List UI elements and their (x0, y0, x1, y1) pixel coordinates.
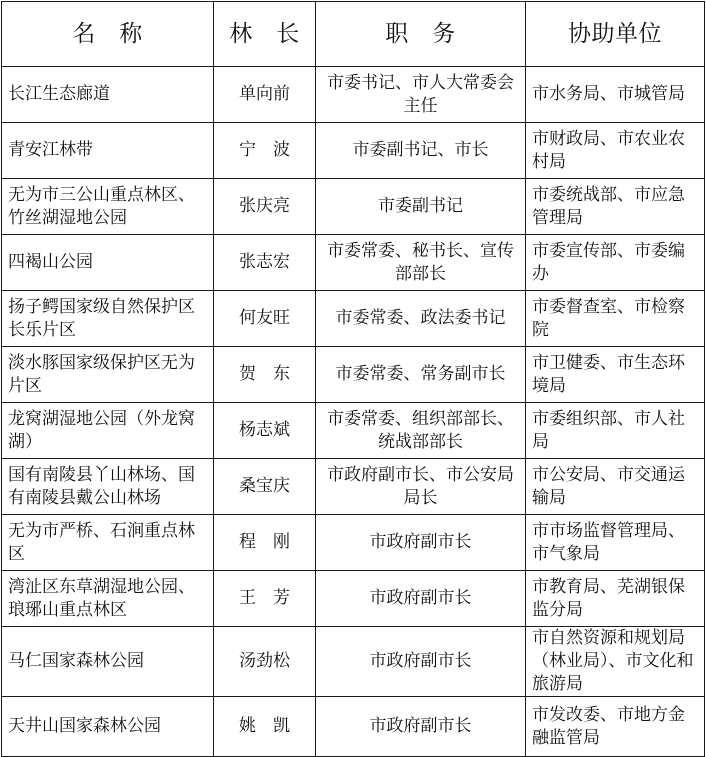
header-chief: 林 长 (214, 2, 316, 67)
cell-name: 马仁国家森林公园 (2, 627, 214, 697)
cell-name: 天井山国家森林公园 (2, 697, 214, 757)
table-row (2, 123, 705, 179)
header-assist: 协助单位 (526, 2, 705, 67)
cell-chief: 宁 波 (214, 123, 316, 179)
cell-assist: 市自然资源和规划局（林业局）、市文化和旅游局 (526, 627, 705, 697)
cell-chief: 汤劲松 (214, 627, 316, 697)
cell-duty: 市委副书记 (316, 179, 526, 235)
table-row (2, 291, 705, 347)
table-row (2, 459, 705, 515)
cell-assist: 市委统战部、市应急管理局 (526, 179, 705, 235)
cell-assist: 市委督查室、市检察院 (526, 291, 705, 347)
forest-chief-table (1, 1, 705, 757)
cell-duty: 市政府副市长、市公安局局长 (316, 459, 526, 515)
cell-duty: 市委常委、常务副市长 (316, 347, 526, 403)
cell-duty: 市委常委、秘书长、宣传部部长 (316, 235, 526, 291)
cell-assist: 市委组织部、市人社局 (526, 403, 705, 459)
cell-duty: 市政府副市长 (316, 627, 526, 697)
cell-assist: 市委宣传部、市委编办 (526, 235, 705, 291)
table-row (2, 515, 705, 571)
cell-assist: 市水务局、市城管局 (526, 67, 705, 123)
cell-duty: 市政府副市长 (316, 515, 526, 571)
cell-name: 长江生态廊道 (2, 67, 214, 123)
cell-name: 扬子鳄国家级自然保护区长乐片区 (2, 291, 214, 347)
cell-name: 国有南陵县丫山林场、国有南陵县戴公山林场 (2, 459, 214, 515)
cell-chief: 杨志斌 (214, 403, 316, 459)
cell-name: 龙窝湖湿地公园（外龙窝湖） (2, 403, 214, 459)
table-row (2, 67, 705, 123)
cell-duty: 市政府副市长 (316, 571, 526, 627)
cell-name: 淡水豚国家级保护区无为片区 (2, 347, 214, 403)
cell-duty: 市政府副市长 (316, 697, 526, 757)
cell-assist: 市教育局、芜湖银保监分局 (526, 571, 705, 627)
cell-name: 四褐山公园 (2, 235, 214, 291)
table-row (2, 627, 705, 697)
header-row (2, 2, 705, 67)
table-row (2, 697, 705, 757)
table-row (2, 571, 705, 627)
cell-chief: 张庆亮 (214, 179, 316, 235)
table-row (2, 235, 705, 291)
cell-name: 青安江林带 (2, 123, 214, 179)
table-row (2, 179, 705, 235)
cell-assist: 市公安局、市交通运输局 (526, 459, 705, 515)
cell-duty: 市委书记、市人大常委会主任 (316, 67, 526, 123)
cell-name: 无为市严桥、石涧重点林区 (2, 515, 214, 571)
cell-assist: 市发改委、市地方金融监管局 (526, 697, 705, 757)
cell-duty: 市委常委、组织部部长、统战部部长 (316, 403, 526, 459)
cell-assist: 市市场监督管理局、市气象局 (526, 515, 705, 571)
cell-chief: 单向前 (214, 67, 316, 123)
cell-chief: 贺 东 (214, 347, 316, 403)
cell-name: 无为市三公山重点林区、竹丝湖湿地公园 (2, 179, 214, 235)
cell-assist: 市卫健委、市生态环境局 (526, 347, 705, 403)
cell-chief: 姚 凯 (214, 697, 316, 757)
cell-chief: 桑宝庆 (214, 459, 316, 515)
cell-assist: 市财政局、市农业农村局 (526, 123, 705, 179)
header-duty: 职 务 (316, 2, 526, 67)
cell-name: 湾沚区东草湖湿地公园、琅琊山重点林区 (2, 571, 214, 627)
table-row (2, 403, 705, 459)
header-name: 名 称 (2, 2, 214, 67)
cell-chief: 程 刚 (214, 515, 316, 571)
cell-chief: 王 芳 (214, 571, 316, 627)
cell-chief: 张志宏 (214, 235, 316, 291)
cell-duty: 市委常委、政法委书记 (316, 291, 526, 347)
table-row (2, 347, 705, 403)
cell-chief: 何友旺 (214, 291, 316, 347)
cell-duty: 市委副书记、市长 (316, 123, 526, 179)
